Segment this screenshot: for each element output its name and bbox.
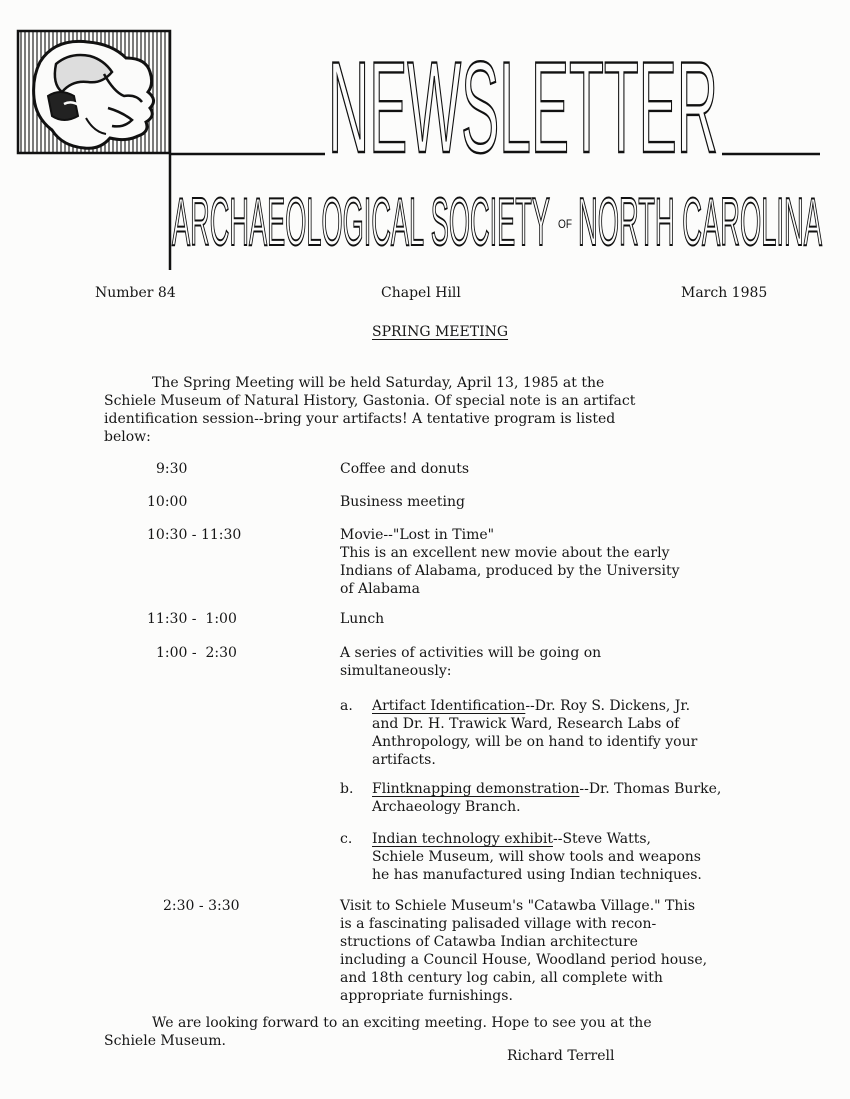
issue-number: Number 84: [95, 285, 176, 301]
program-line: Indians of Alabama, produced by the University: [340, 563, 680, 579]
program-line: simultaneously:: [340, 663, 452, 679]
program-time: 2:30 - 3:30: [163, 898, 240, 914]
activity-line: Archaeology Branch.: [372, 799, 521, 815]
program-line: Visit to Schiele Museum's "Catawba Village." This: [340, 898, 696, 914]
activity-item: [372, 697, 697, 769]
program-line: appropriate furnishings.: [340, 988, 513, 1004]
program-line: Movie--"Lost in Time": [340, 527, 495, 543]
activity-title: Flintknapping demonstration: [372, 781, 580, 797]
activity-line: Schiele Museum, will show tools and weapons: [372, 849, 701, 865]
program-line: A series of activities will be going on: [340, 645, 602, 661]
issue-place: Chapel Hill: [381, 285, 461, 301]
closing-paragraph: [104, 1014, 652, 1050]
program-line: Coffee and donuts: [340, 461, 470, 477]
society-name-right: NORTH CAROLINA: [578, 184, 823, 260]
program-line: This is an excellent new movie about the early: [340, 545, 670, 561]
program-line: including a Council House, Woodland period house,: [340, 952, 708, 968]
program-item: [340, 493, 465, 511]
activity-line: and Dr. H. Trawick Ward, Research Labs of: [372, 716, 680, 732]
society-name-of: OF: [558, 217, 572, 231]
program-line: Business meeting: [340, 494, 466, 510]
program-line: Lunch: [340, 611, 385, 627]
activity-line: artifacts.: [372, 752, 436, 768]
activity-detail: --Dr. Roy S. Dickens, Jr.: [525, 698, 691, 714]
signature: Richard Terrell: [507, 1048, 615, 1064]
program-time: 1:00 - 2:30: [156, 645, 237, 661]
program-time: 10:30 - 11:30: [147, 527, 242, 543]
activity-letter: a.: [340, 698, 353, 714]
activity-detail: --Steve Watts,: [552, 831, 651, 847]
activity-line: Anthropology, will be on hand to identify your: [372, 734, 698, 750]
activity-detail: --Dr. Thomas Burke,: [579, 781, 722, 797]
intro-line: below:: [104, 429, 151, 445]
program-time: 10:00: [147, 494, 188, 510]
program-item: [340, 610, 384, 628]
intro-paragraph: [104, 374, 635, 446]
program-item: [340, 644, 601, 680]
activity-line: he has manufactured using Indian techniques.: [372, 867, 702, 883]
intro-line: identification session--bring your artifacts! A tentative program is listed: [104, 411, 616, 427]
program-time: 9:30: [156, 461, 188, 477]
closing-line: Schiele Museum.: [104, 1033, 226, 1049]
program-line: and 18th century log cabin, all complete with: [340, 970, 663, 986]
issue-date: March 1985: [681, 285, 768, 301]
newsletter-masthead: [0, 0, 850, 270]
activity-title: Artifact Identification: [372, 698, 526, 714]
intro-line: Schiele Museum of Natural History, Gastonia. Of special note is an artifact: [104, 393, 636, 409]
society-logo: [18, 31, 170, 153]
activity-letter: b.: [340, 781, 354, 797]
activity-title: Indian technology exhibit: [372, 831, 553, 847]
program-item: [340, 526, 680, 598]
activity-item: [372, 780, 721, 816]
intro-line: The Spring Meeting will be held Saturday, April 13, 1985 at the: [152, 375, 605, 391]
program-line: is a fascinating palisaded village with recon-: [340, 916, 657, 932]
program-time: 11:30 - 1:00: [147, 611, 237, 627]
section-heading: SPRING MEETING: [372, 324, 509, 340]
society-name-left: ARCHAEOLOGICAL SOCIETY: [172, 184, 550, 260]
program-line: of Alabama: [340, 581, 420, 597]
closing-line: We are looking forward to an exciting meeting. Hope to see you at the: [152, 1015, 652, 1031]
program-item: [340, 897, 707, 1005]
newsletter-title: NEWSLETTER: [328, 34, 718, 180]
activity-item: [372, 830, 702, 884]
activity-letter: c.: [340, 831, 353, 847]
program-item: [340, 460, 469, 478]
program-line: structions of Catawba Indian architecture: [340, 934, 638, 950]
